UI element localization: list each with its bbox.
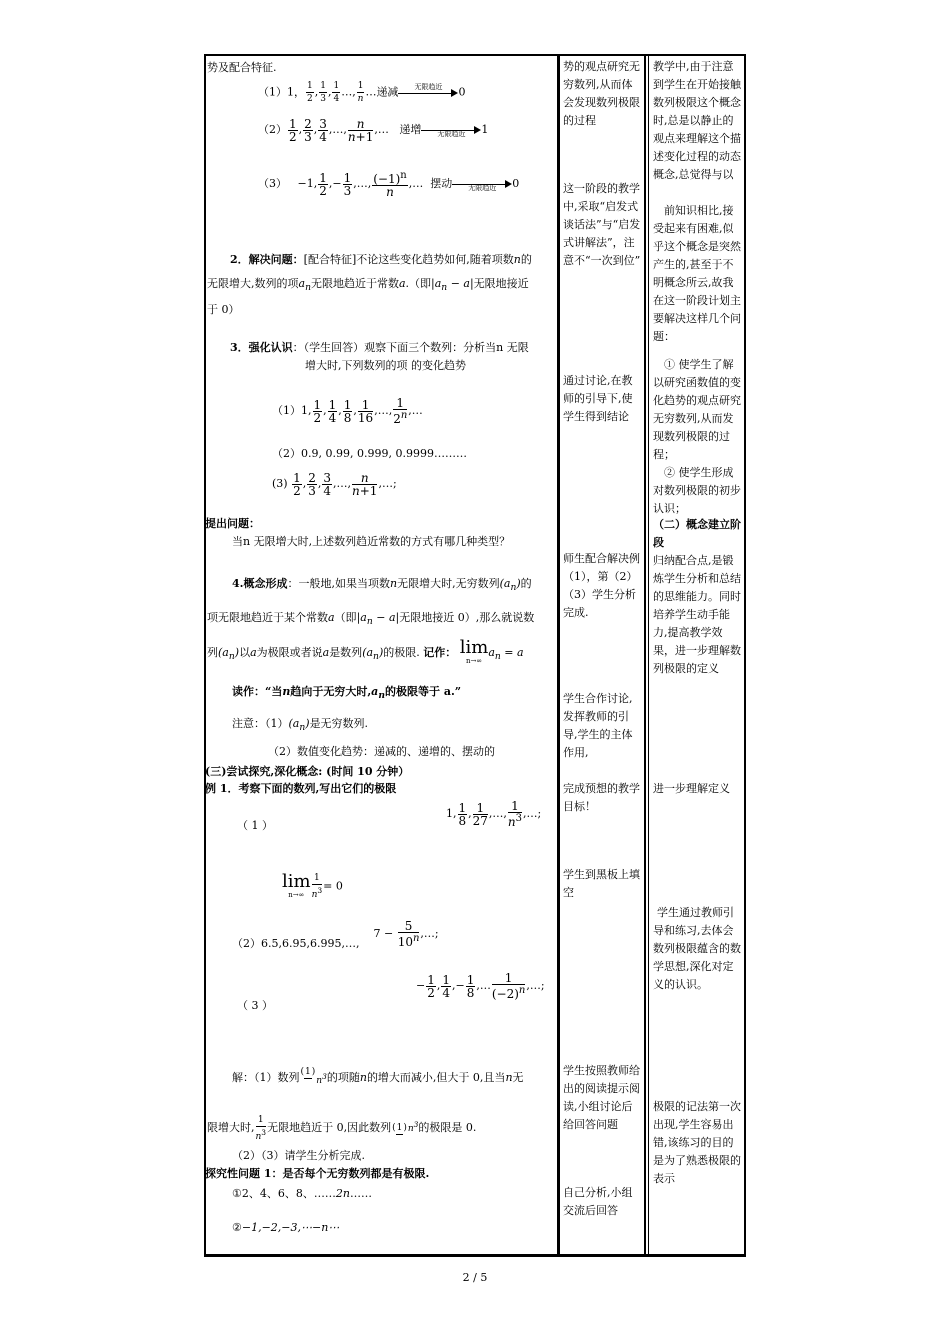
- activity-cell: 学生合作讨论,发挥教师的引导,学生的主体作用,: [563, 692, 633, 759]
- intent-section-title: （二）概念建立阶段: [653, 518, 741, 549]
- read-line: 读作：“当n趋向于无穷大时$,a_n$的极限等于 a.”: [232, 685, 462, 702]
- example-1-paren-3: （ 3 ）: [237, 999, 273, 1012]
- arrow-icon: 无限趋近: [398, 88, 458, 98]
- arrow-icon: 无限趋近: [421, 125, 481, 135]
- solution-line1: 解：（1）数列$(1)n^3$的项随n的增大而减小,但大于 0,且当n无: [232, 1066, 524, 1086]
- note-2: （2）数值变化趋势：递减的、递增的、摆动的: [268, 745, 495, 758]
- activity-cell: 完成预想的教学目标！: [563, 782, 640, 813]
- example-1-title: 例 1．考察下面的数列,写出它们的极限: [205, 782, 397, 795]
- example-3: （3） −1, $\frac{1}{2}$ ,− $\frac{1}{3}$ ,…, $\frac{(-1)^n}{n}$ ,… 摆动 无限趋近 0: [258, 170, 520, 199]
- section-2-line2: 无限增大,数列的项$a_n$无限地趋近于常数a.（即$|a_n - a|$无限地接近: [207, 277, 529, 294]
- question-1-seq-b: ②−1,−2,−3,⋯−n⋯: [232, 1221, 340, 1234]
- intent-cell: 前知识相比,接受起来有困难,似乎这个概念是突然产生的,甚至于不明概念所云,故我在这一阶段计划主要解决这样几个问题：: [653, 204, 741, 343]
- example-1-seq-1: 1, $\frac{1}{8}$ , $\frac{1}{27}$ ,…, $\frac{1}{n^3}$ ,…;: [446, 799, 542, 829]
- example-1-paren-1: （ 1 ）: [237, 819, 273, 832]
- section-4-line1: 4.概念形成：一般地,如果当项数n无限增大时,无穷数列$(a_n)$的: [232, 577, 532, 594]
- activity-cell: 势的观点研究无穷数列,从而体会发现数列极限的过程: [563, 60, 640, 127]
- section-3-example-2: （2）0.9, 0.99, 0.999, 0.9999………: [272, 447, 467, 460]
- activity-cell: 学生按照教师给出的阅读提示阅读,小组讨论后给回答问题: [563, 1064, 640, 1131]
- example-1-limit: lim n→∞ $\frac{1}{n^3}$ = 0: [282, 870, 343, 900]
- question-1-seq-a: ①2、4、6、8、……2n……: [232, 1187, 372, 1200]
- solution-line2: 限增大时, $\frac{1}{n^3}$ 无限地趋近于 0,因此数列$(1)n^3$的极限是 0.: [207, 1114, 477, 1142]
- intent-cell: ① 使学生了解以研究函数值的变化趋势的观点研究无穷数列,从而发现数列极限的过程；: [653, 358, 741, 461]
- activity-cell: 学生到黑板上填空: [563, 868, 640, 899]
- note-1: 注意：$(1)(a_n)$是无穷数列.: [232, 717, 369, 734]
- intent-cell: 教学中,由于注意到学生在开始接触数列极限这个概念时,总是以静止的观点来理解这个描述变化过程的动态概念,总觉得与以: [653, 60, 741, 181]
- page-number: 2 / 5: [462, 1271, 488, 1284]
- example-1: （1）1， $\frac{1}{2}$ , $\frac{1}{3}$ , $\frac{1}{4}$ …, $\frac{1}{n}$ …递减 无限趋近 0: [258, 81, 466, 104]
- section-3-line1: 3．强化认识：（学生回答）观察下面三个数列：分析当n 无限: [230, 341, 529, 354]
- example-1-seq-2: （2）6.5,6.95,6.995,…, 7 − $\frac{5}{10^n}$ ,…;: [232, 919, 439, 950]
- section-3-line2: 增大时,下列数列的项 的变化趋势: [305, 359, 466, 372]
- activity-cell: 这一阶段的教学中,采取“启发式谈话法”与“启发式讲解法”，注意不“一次到位”: [563, 182, 641, 267]
- limit-expression: lim n→∞: [459, 637, 489, 665]
- activity-cell: 自己分析,小组交流后回答: [563, 1186, 633, 1217]
- section-4-line2: 项无限地趋近于某个常数a（即$|a_n - a|$无限地接近 0）,那么就说数: [207, 611, 535, 628]
- section-3-example-1: （1）1, $\frac{1}{2}$ , $\frac{1}{4}$ , $\frac{1}{8}$ , $\frac{1}{16}$ ,…, $\frac{1}{2^n}$ ,…: [272, 396, 423, 426]
- question-1-title: 探究性问题 1：是否每个无穷数列都是有极限.: [205, 1167, 430, 1180]
- solution-line3: （2）（3）请学生分析完成.: [232, 1149, 365, 1162]
- ask-title: 提出问题：: [205, 517, 260, 530]
- section-3-example-3: (3) $\frac{1}{2}$ , $\frac{2}{3}$ , $\frac{3}{4}$ ,…, $\frac{n}{n+1}$ ,…;: [272, 470, 397, 498]
- section-2-line3: 于 0）: [207, 303, 240, 316]
- activity-cell: 师生配合解决例（1），第（2）（3）学生分析完成.: [563, 552, 640, 619]
- example-1-seq-3: − $\frac{1}{2}$ , $\frac{1}{4}$ ,− $\frac{1}{8}$ ,… $\frac{1}{(-2)^n}$ ,…;: [416, 971, 545, 1001]
- ask-text: 当n 无限增大时,上述数列趋近常数的方式有哪几种类型？: [232, 535, 511, 548]
- section-4-line3: 列$(a_n)$以a为极限或者说a是数列$(a_n)$的极限. 记作： lim n→∞ $a_n = a$: [207, 637, 524, 665]
- intro-line: 势及配合特征.: [207, 61, 277, 74]
- intent-cell: 归纳配合点,是锻炼学生分析和总结的思维能力。同时培养学生动手能力,提高教学效果，进一步理解数列极限的定义: [653, 554, 741, 675]
- activity-cell: 通过讨论,在教师的引导下,使学生得到结论: [563, 374, 633, 423]
- column-divider: [644, 54, 646, 1257]
- intent-cell: 进一步理解定义: [653, 782, 730, 795]
- column-divider: [648, 54, 649, 1257]
- intent-cell: 学生通过教师引导和练习,去体会数列极限蕴含的数学思想,深化对定义的认识。: [653, 906, 741, 991]
- section-three-title: (三)尝试探究,深化概念: (时间 10 分钟）: [205, 765, 410, 778]
- arrow-icon: 无限趋近: [452, 179, 512, 189]
- example-2: （2） $\frac{1}{2}$ , $\frac{2}{3}$ , $\frac{3}{4}$ ,…, $\frac{n}{n+1}$ ,… 递增 无限趋近 1: [258, 116, 489, 144]
- section-2-line1: 2．解决问题：[配合特征]不论这些变化趋势如何,随着项数n的: [230, 253, 532, 266]
- intent-cell: ② 使学生形成对数列极限的初步认识；: [653, 466, 741, 515]
- intent-cell: 极限的记法第一次出现,学生容易出错,该练习的目的是为了熟悉极限的表示: [653, 1100, 741, 1185]
- column-divider: [557, 54, 560, 1257]
